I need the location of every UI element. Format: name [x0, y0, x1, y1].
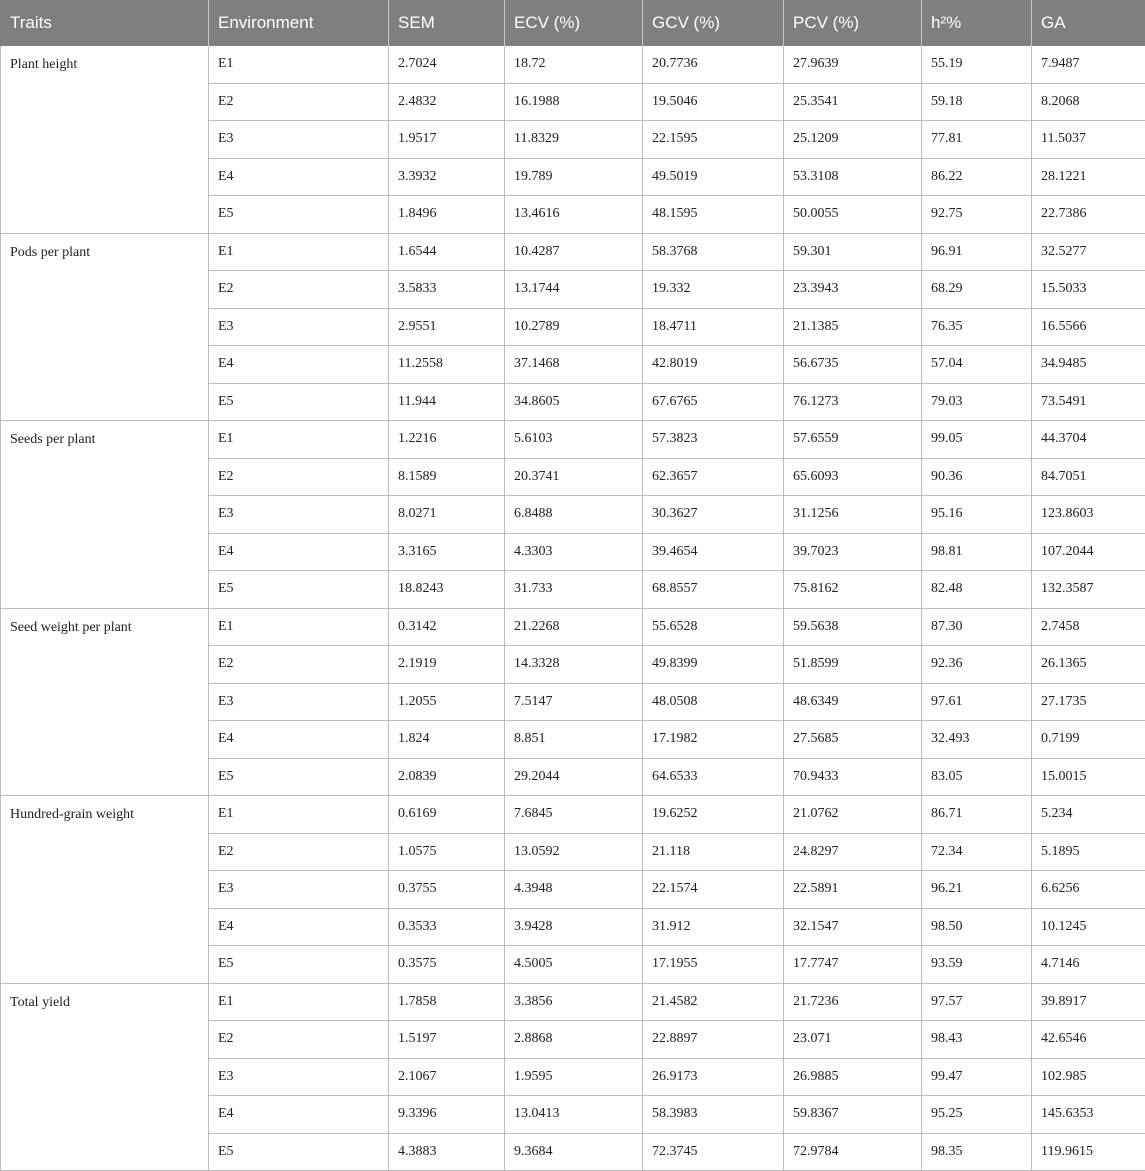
pcv-cell: 26.9885 [784, 1058, 922, 1096]
ecv-cell: 18.72 [505, 46, 643, 83]
environment-cell: E3 [209, 308, 389, 346]
pcv-cell: 22.5891 [784, 871, 922, 909]
pcv-cell: 48.6349 [784, 683, 922, 721]
ecv-cell: 8.851 [505, 721, 643, 759]
sem-cell: 0.3142 [389, 608, 505, 646]
environment-cell: E2 [209, 271, 389, 309]
table-row [1, 46, 1145, 83]
pcv-cell: 23.3943 [784, 271, 922, 309]
gcv-cell: 48.0508 [643, 683, 784, 721]
sem-cell: 1.0575 [389, 833, 505, 871]
ga-cell: 27.1735 [1032, 683, 1145, 721]
header-heritability: h²% [922, 0, 1032, 46]
environment-cell: E3 [209, 683, 389, 721]
heritability-cell: 86.71 [922, 796, 1032, 834]
ga-cell: 73.5491 [1032, 383, 1145, 421]
ga-cell: 28.1221 [1032, 158, 1145, 196]
heritability-cell: 98.50 [922, 908, 1032, 946]
pcv-cell: 72.9784 [784, 1133, 922, 1171]
gcv-cell: 26.9173 [643, 1058, 784, 1096]
sem-cell: 4.3883 [389, 1133, 505, 1171]
environment-cell: E3 [209, 121, 389, 159]
sem-cell: 18.8243 [389, 571, 505, 609]
ecv-cell: 4.3303 [505, 533, 643, 571]
ga-cell: 132.3587 [1032, 571, 1145, 609]
sem-cell: 1.2055 [389, 683, 505, 721]
ga-cell: 2.7458 [1032, 608, 1145, 646]
environment-cell: E1 [209, 233, 389, 271]
heritability-cell: 86.22 [922, 158, 1032, 196]
pcv-cell: 27.5685 [784, 721, 922, 759]
pcv-cell: 50.0055 [784, 196, 922, 234]
pcv-cell: 65.6093 [784, 458, 922, 496]
ga-cell: 44.3704 [1032, 421, 1145, 459]
ga-cell: 123.8603 [1032, 496, 1145, 534]
heritability-cell: 97.57 [922, 983, 1032, 1021]
gcv-cell: 48.1595 [643, 196, 784, 234]
ecv-cell: 13.4616 [505, 196, 643, 234]
gcv-cell: 17.1982 [643, 721, 784, 759]
heritability-cell: 90.36 [922, 458, 1032, 496]
ecv-cell: 14.3328 [505, 646, 643, 684]
pcv-cell: 25.3541 [784, 83, 922, 121]
ecv-cell: 19.789 [505, 158, 643, 196]
sem-cell: 2.0839 [389, 758, 505, 796]
heritability-cell: 59.18 [922, 83, 1032, 121]
sem-cell: 2.1067 [389, 1058, 505, 1096]
pcv-cell: 56.6735 [784, 346, 922, 384]
ga-cell: 39.8917 [1032, 983, 1145, 1021]
table-row [1, 233, 1145, 271]
gcv-cell: 55.6528 [643, 608, 784, 646]
gcv-cell: 58.3768 [643, 233, 784, 271]
pcv-cell: 21.7236 [784, 983, 922, 1021]
ecv-cell: 2.8868 [505, 1021, 643, 1059]
header-sem: SEM [389, 0, 505, 46]
sem-cell: 0.3533 [389, 908, 505, 946]
table-row [1, 608, 1145, 646]
sem-cell: 2.7024 [389, 46, 505, 83]
gcv-cell: 17.1955 [643, 946, 784, 984]
sem-cell: 1.8496 [389, 196, 505, 234]
pcv-cell: 59.5638 [784, 608, 922, 646]
heritability-cell: 99.47 [922, 1058, 1032, 1096]
heritability-cell: 82.48 [922, 571, 1032, 609]
environment-cell: E5 [209, 946, 389, 984]
pcv-cell: 24.8297 [784, 833, 922, 871]
ga-cell: 15.5033 [1032, 271, 1145, 309]
pcv-cell: 32.1547 [784, 908, 922, 946]
environment-cell: E5 [209, 758, 389, 796]
heritability-cell: 95.16 [922, 496, 1032, 534]
sem-cell: 1.5197 [389, 1021, 505, 1059]
environment-cell: E4 [209, 721, 389, 759]
ecv-cell: 7.5147 [505, 683, 643, 721]
header-gcv: GCV (%) [643, 0, 784, 46]
ecv-cell: 13.0592 [505, 833, 643, 871]
environment-cell: E4 [209, 533, 389, 571]
environment-cell: E5 [209, 571, 389, 609]
table-row [1, 421, 1145, 459]
heritability-cell: 93.59 [922, 946, 1032, 984]
sem-cell: 9.3396 [389, 1096, 505, 1134]
header-environment: Environment [209, 0, 389, 46]
heritability-cell: 76.35 [922, 308, 1032, 346]
pcv-cell: 76.1273 [784, 383, 922, 421]
environment-cell: E1 [209, 608, 389, 646]
sem-cell: 8.0271 [389, 496, 505, 534]
trait-cell: Hundred-grain weight [1, 796, 209, 984]
ga-cell: 7.9487 [1032, 46, 1145, 83]
pcv-cell: 25.1209 [784, 121, 922, 159]
environment-cell: E2 [209, 1021, 389, 1059]
environment-cell: E2 [209, 646, 389, 684]
gcv-cell: 22.8897 [643, 1021, 784, 1059]
pcv-cell: 23.071 [784, 1021, 922, 1059]
environment-cell: E2 [209, 83, 389, 121]
header-pcv: PCV (%) [784, 0, 922, 46]
trait-cell: Plant height [1, 46, 209, 233]
gcv-cell: 19.5046 [643, 83, 784, 121]
pcv-cell: 59.301 [784, 233, 922, 271]
sem-cell: 8.1589 [389, 458, 505, 496]
environment-cell: E3 [209, 1058, 389, 1096]
gcv-cell: 64.6533 [643, 758, 784, 796]
ecv-cell: 34.8605 [505, 383, 643, 421]
ecv-cell: 16.1988 [505, 83, 643, 121]
sem-cell: 3.3165 [389, 533, 505, 571]
heritability-cell: 55.19 [922, 46, 1032, 83]
environment-cell: E3 [209, 871, 389, 909]
ecv-cell: 4.3948 [505, 871, 643, 909]
ecv-cell: 37.1468 [505, 346, 643, 384]
pcv-cell: 51.8599 [784, 646, 922, 684]
sem-cell: 3.3932 [389, 158, 505, 196]
environment-cell: E3 [209, 496, 389, 534]
table-row [1, 796, 1145, 834]
table-row [1, 983, 1145, 1021]
gcv-cell: 19.332 [643, 271, 784, 309]
heritability-cell: 77.81 [922, 121, 1032, 159]
environment-cell: E4 [209, 158, 389, 196]
pcv-cell: 57.6559 [784, 421, 922, 459]
environment-cell: E4 [209, 1096, 389, 1134]
gcv-cell: 49.5019 [643, 158, 784, 196]
header-traits: Traits [1, 0, 209, 46]
ga-cell: 32.5277 [1032, 233, 1145, 271]
ecv-cell: 4.5005 [505, 946, 643, 984]
sem-cell: 0.3575 [389, 946, 505, 984]
sem-cell: 3.5833 [389, 271, 505, 309]
heritability-cell: 57.04 [922, 346, 1032, 384]
heritability-cell: 95.25 [922, 1096, 1032, 1134]
gcv-cell: 57.3823 [643, 421, 784, 459]
sem-cell: 1.6544 [389, 233, 505, 271]
pcv-cell: 17.7747 [784, 946, 922, 984]
ga-cell: 15.0015 [1032, 758, 1145, 796]
heritability-cell: 97.61 [922, 683, 1032, 721]
header-ga: GA [1032, 0, 1145, 46]
ecv-cell: 6.8488 [505, 496, 643, 534]
gcv-cell: 67.6765 [643, 383, 784, 421]
ecv-cell: 29.2044 [505, 758, 643, 796]
sem-cell: 2.1919 [389, 646, 505, 684]
environment-cell: E4 [209, 908, 389, 946]
gcv-cell: 18.4711 [643, 308, 784, 346]
environment-cell: E2 [209, 833, 389, 871]
gcv-cell: 42.8019 [643, 346, 784, 384]
ecv-cell: 31.733 [505, 571, 643, 609]
sem-cell: 0.6169 [389, 796, 505, 834]
ga-cell: 34.9485 [1032, 346, 1145, 384]
environment-cell: E2 [209, 458, 389, 496]
ga-cell: 0.7199 [1032, 721, 1145, 759]
ga-cell: 8.2068 [1032, 83, 1145, 121]
ga-cell: 145.6353 [1032, 1096, 1145, 1134]
sem-cell: 1.7858 [389, 983, 505, 1021]
gcv-cell: 30.3627 [643, 496, 784, 534]
pcv-cell: 31.1256 [784, 496, 922, 534]
heritability-cell: 99.05 [922, 421, 1032, 459]
heritability-cell: 98.43 [922, 1021, 1032, 1059]
pcv-cell: 53.3108 [784, 158, 922, 196]
ga-cell: 107.2044 [1032, 533, 1145, 571]
ga-cell: 4.7146 [1032, 946, 1145, 984]
heritability-cell: 92.36 [922, 646, 1032, 684]
sem-cell: 2.4832 [389, 83, 505, 121]
ecv-cell: 3.3856 [505, 983, 643, 1021]
ga-cell: 5.234 [1032, 796, 1145, 834]
gcv-cell: 22.1595 [643, 121, 784, 159]
trait-cell: Pods per plant [1, 233, 209, 421]
environment-cell: E5 [209, 383, 389, 421]
gcv-cell: 58.3983 [643, 1096, 784, 1134]
ga-cell: 16.5566 [1032, 308, 1145, 346]
environment-cell: E4 [209, 346, 389, 384]
ga-cell: 102.985 [1032, 1058, 1145, 1096]
trait-cell: Seed weight per plant [1, 608, 209, 796]
gcv-cell: 21.4582 [643, 983, 784, 1021]
gcv-cell: 62.3657 [643, 458, 784, 496]
ga-cell: 119.9615 [1032, 1133, 1145, 1171]
ga-cell: 6.6256 [1032, 871, 1145, 909]
pcv-cell: 27.9639 [784, 46, 922, 83]
ecv-cell: 21.2268 [505, 608, 643, 646]
table-header [1, 0, 1145, 46]
sem-cell: 1.824 [389, 721, 505, 759]
trait-cell: Seeds per plant [1, 421, 209, 609]
pcv-cell: 59.8367 [784, 1096, 922, 1134]
heritability-cell: 87.30 [922, 608, 1032, 646]
ecv-cell: 7.6845 [505, 796, 643, 834]
environment-cell: E5 [209, 1133, 389, 1171]
gcv-cell: 19.6252 [643, 796, 784, 834]
ga-cell: 11.5037 [1032, 121, 1145, 159]
ga-cell: 10.1245 [1032, 908, 1145, 946]
environment-cell: E1 [209, 421, 389, 459]
gcv-cell: 39.4654 [643, 533, 784, 571]
heritability-cell: 68.29 [922, 271, 1032, 309]
trait-cell: Total yield [1, 983, 209, 1171]
heritability-cell: 83.05 [922, 758, 1032, 796]
ga-cell: 26.1365 [1032, 646, 1145, 684]
pcv-cell: 70.9433 [784, 758, 922, 796]
ga-cell: 5.1895 [1032, 833, 1145, 871]
heritability-cell: 32.493 [922, 721, 1032, 759]
ecv-cell: 9.3684 [505, 1133, 643, 1171]
ga-cell: 42.6546 [1032, 1021, 1145, 1059]
heritability-cell: 98.35 [922, 1133, 1032, 1171]
environment-cell: E5 [209, 196, 389, 234]
gcv-cell: 22.1574 [643, 871, 784, 909]
gcv-cell: 49.8399 [643, 646, 784, 684]
pcv-cell: 21.0762 [784, 796, 922, 834]
pcv-cell: 21.1385 [784, 308, 922, 346]
ecv-cell: 1.9595 [505, 1058, 643, 1096]
ecv-cell: 10.2789 [505, 308, 643, 346]
ecv-cell: 20.3741 [505, 458, 643, 496]
environment-cell: E1 [209, 796, 389, 834]
ecv-cell: 10.4287 [505, 233, 643, 271]
heritability-cell: 96.91 [922, 233, 1032, 271]
ecv-cell: 13.1744 [505, 271, 643, 309]
gcv-cell: 68.8557 [643, 571, 784, 609]
ga-cell: 84.7051 [1032, 458, 1145, 496]
sem-cell: 11.944 [389, 383, 505, 421]
ecv-cell: 11.8329 [505, 121, 643, 159]
pcv-cell: 39.7023 [784, 533, 922, 571]
heritability-cell: 79.03 [922, 383, 1032, 421]
environment-cell: E1 [209, 983, 389, 1021]
heritability-cell: 96.21 [922, 871, 1032, 909]
heritability-cell: 98.81 [922, 533, 1032, 571]
environment-cell: E1 [209, 46, 389, 83]
gcv-cell: 21.118 [643, 833, 784, 871]
gcv-cell: 72.3745 [643, 1133, 784, 1171]
ga-cell: 22.7386 [1032, 196, 1145, 234]
table-body [1, 46, 1145, 1171]
header-ecv: ECV (%) [505, 0, 643, 46]
gcv-cell: 20.7736 [643, 46, 784, 83]
ecv-cell: 3.9428 [505, 908, 643, 946]
pcv-cell: 75.8162 [784, 571, 922, 609]
sem-cell: 11.2558 [389, 346, 505, 384]
sem-cell: 1.2216 [389, 421, 505, 459]
header-row [1, 0, 1145, 46]
sem-cell: 1.9517 [389, 121, 505, 159]
heritability-cell: 72.34 [922, 833, 1032, 871]
heritability-cell: 92.75 [922, 196, 1032, 234]
sem-cell: 2.9551 [389, 308, 505, 346]
ecv-cell: 5.6103 [505, 421, 643, 459]
sem-cell: 0.3755 [389, 871, 505, 909]
gcv-cell: 31.912 [643, 908, 784, 946]
ecv-cell: 13.0413 [505, 1096, 643, 1134]
